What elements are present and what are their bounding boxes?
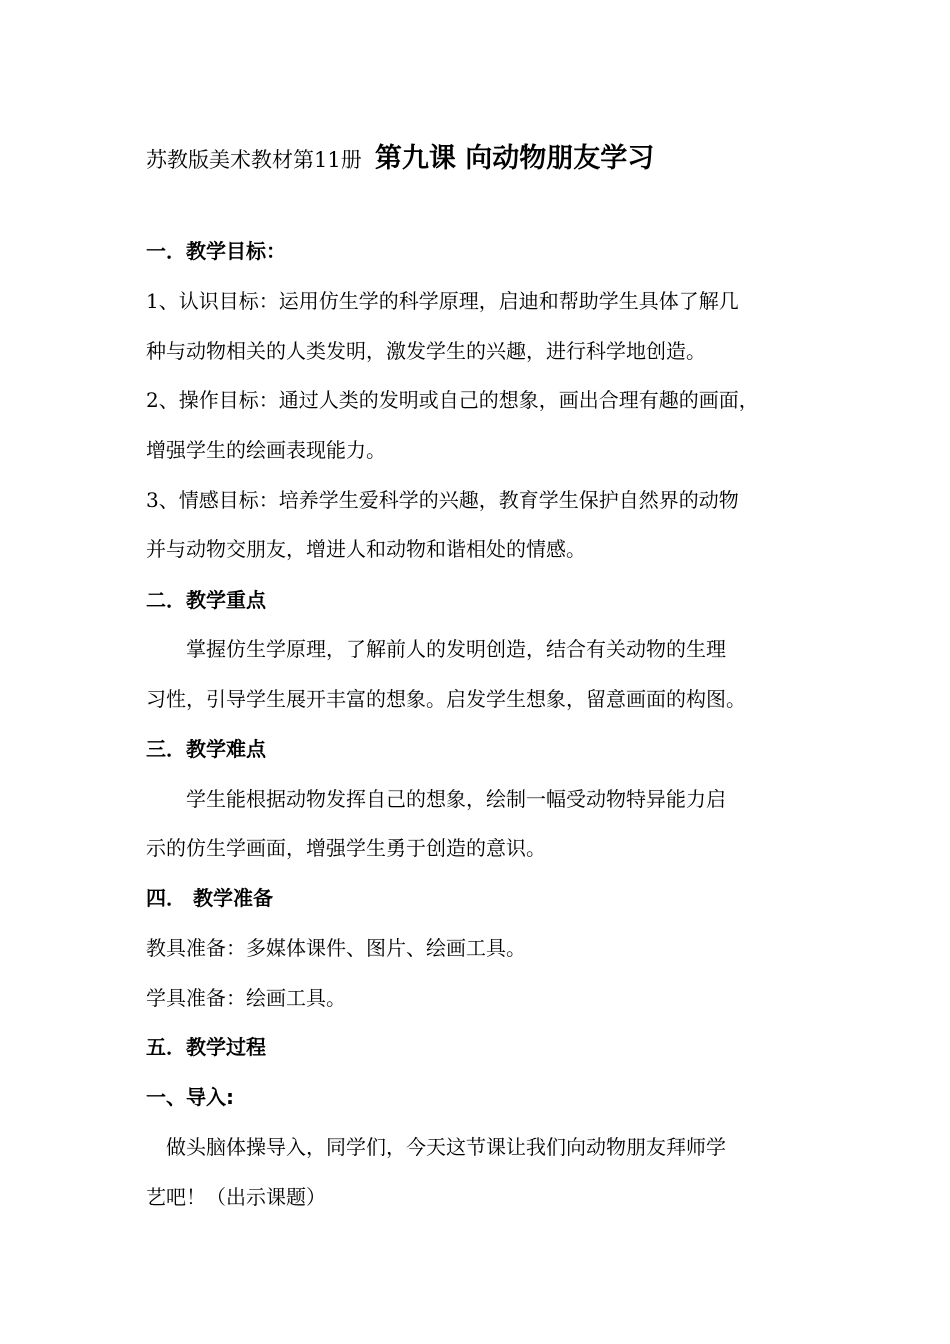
paragraph-line: 增强学生的绘画表现能力。 [146,438,386,462]
paragraph-line: 艺吧！（出示课题） [146,1185,326,1209]
paragraph-line: 示的仿生学画面，增强学生勇于创造的意识。 [146,836,546,860]
paragraph-line: 2、操作目标：通过人类的发明或自己的想象，画出合理有趣的画面， [146,388,759,412]
section-heading-key-points: 二．教学重点 [146,588,266,612]
section-heading-objectives: 一．教学目标： [146,239,286,263]
paragraph-line: 种与动物相关的人类发明，激发学生的兴趣，进行科学地创造。 [146,339,706,363]
section-heading-process: 五．教学过程 [146,1035,266,1059]
title-main: 第九课 向动物朋友学习 [374,143,655,174]
paragraph-line: 1、认识目标：运用仿生学的科学原理，启迪和帮助学生具体了解几 [146,289,739,313]
paragraph-line: 教具准备：多媒体课件、图片、绘画工具。 [146,936,526,960]
paragraph-line: 做头脑体操导入，同学们，今天这节课让我们向动物朋友拜师学 [166,1135,726,1159]
subsection-heading-intro: 一、导入: [146,1085,234,1109]
paragraph-line: 学生能根据动物发挥自己的想象，绘制一幅受动物特异能力启 [186,787,726,811]
paragraph-line: 学具准备：绘画工具。 [146,986,346,1010]
section-heading-difficulties: 三．教学难点 [146,737,266,761]
section-heading-preparation: 四． 教学准备 [146,886,273,910]
document-title [146,136,654,175]
title-prefix: 苏教版美术教材第11册 [146,148,362,172]
paragraph-line: 掌握仿生学原理，了解前人的发明创造，结合有关动物的生理 [186,637,726,661]
paragraph-line: 习性，引导学生展开丰富的想象。启发学生想象，留意画面的构图。 [146,687,746,711]
paragraph-line: 3、情感目标：培养学生爱科学的兴趣，教育学生保护自然界的动物 [146,488,739,512]
paragraph-line: 并与动物交朋友，增进人和动物和谐相处的情感。 [146,537,586,561]
